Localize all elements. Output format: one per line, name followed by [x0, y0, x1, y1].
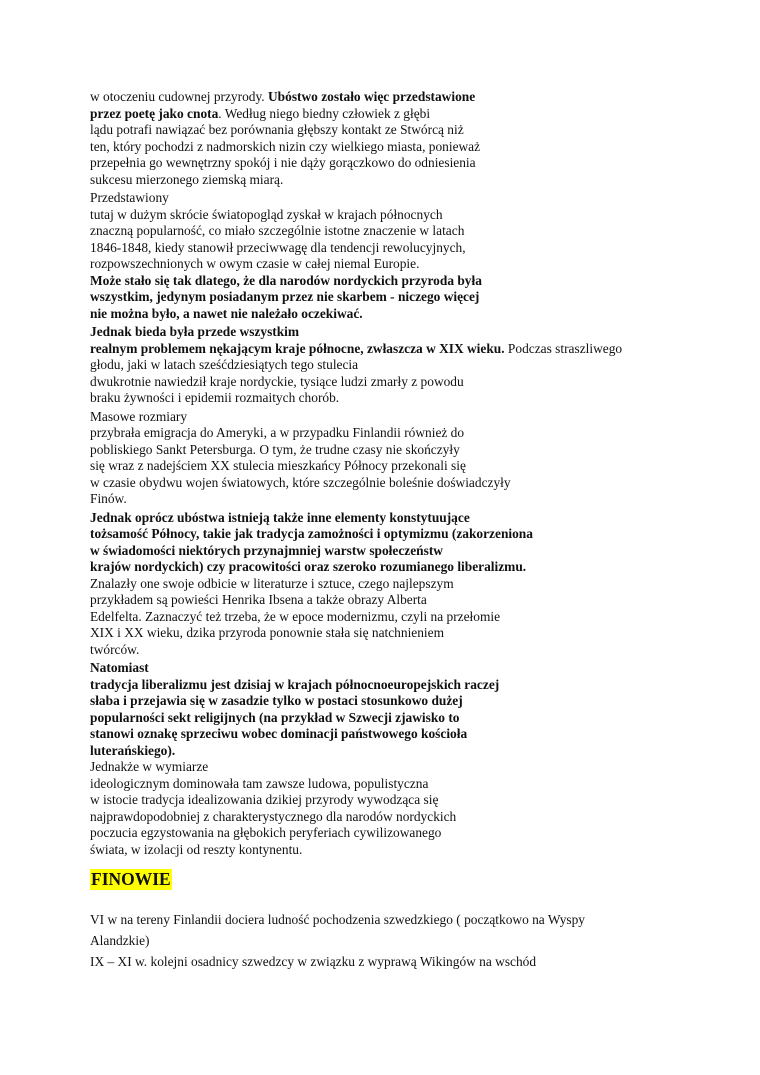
text-run: ten, który pochodzi z nadmorskich nizin czy wielkiego miasta, ponieważ [90, 138, 481, 154]
text-line [90, 207, 710, 224]
text-line: VI w na tereny Finlandii dociera ludność pochodzenia szwedzkiego ( początkowo na Wyspy [90, 912, 585, 927]
text-run: przepełnia go wewnętrzny spokój i nie dąży gorączkowo do odniesienia [90, 155, 476, 170]
text-run: pobliskiego Sankt Petersburga. O tym, że trudne czasy nie skończyły [90, 441, 460, 457]
text-line [90, 409, 710, 426]
text-line [90, 223, 710, 240]
text-run: Masowe rozmiary [90, 408, 188, 424]
text-line [90, 642, 710, 659]
bold-text: krajów nordyckich) czy pracowitości oraz szeroko rozumianego liberalizmu. [90, 559, 527, 574]
text-line [90, 341, 710, 358]
text-line [90, 442, 710, 459]
bold-text: stanowi oznakę sprzeciwu wobec dominacji państwowego kościoła [90, 726, 468, 741]
text-run: twórców. [90, 641, 140, 657]
text-line [90, 625, 710, 642]
text-line [90, 510, 710, 527]
bold-text: Jednak bieda była przede wszystkim [90, 324, 300, 339]
text-run: się wraz z nadejściem XX stulecia mieszkańcy Północy przekonali się [90, 458, 466, 473]
text-line [90, 122, 710, 139]
text-run: najprawdopodobniej z charakterystycznego dla narodów nordyckich [90, 808, 457, 824]
text-line [90, 306, 710, 323]
text-run: rozpowszechnionych w owym czasie w całej niemal Europie. [90, 256, 420, 271]
text-line: Alandzkie) [90, 933, 150, 948]
text-run: poczucia egzystowania na głębokich peryferiach cywilizowanego [90, 825, 442, 840]
text-run: znaczną popularność, co miało szczególnie istotne znaczenie w latach [90, 223, 465, 238]
text-line [90, 710, 710, 727]
section-text [90, 909, 710, 972]
text-line [90, 89, 710, 106]
text-line [90, 726, 710, 743]
text-run: Podczas straszliwego [504, 340, 623, 356]
body-text [90, 89, 710, 858]
text-run: tutaj w dużym skrócie światopogląd zyskał w krajach północnych [90, 206, 443, 222]
bold-text: tradycja liberalizmu jest dzisiaj w krajach północnoeuropejskich raczej [90, 676, 500, 692]
text-run: XIX i XX wieku, dzika przyroda ponownie stała się natchnieniem [90, 625, 445, 640]
text-line [90, 458, 710, 475]
text-line [90, 660, 710, 677]
text-line [90, 491, 710, 508]
text-run: braku żywności i epidemii rozmaitych chorób. [90, 390, 340, 405]
text-line [90, 273, 710, 290]
text-line [90, 543, 710, 560]
text-line [90, 172, 710, 189]
text-line [90, 842, 710, 859]
text-run: przybrała emigracja do Ameryki, a w przypadku Finlandii również do [90, 425, 465, 440]
bold-text: luterańskiego). [90, 742, 176, 758]
bold-text: tożsamość Północy, takie jak tradycja zamożności i optymizmu (zakorzeniona [90, 526, 533, 541]
bold-text: Jednak oprócz ubóstwa istnieją także inne elementy konstytuujące [90, 509, 470, 525]
text-line [90, 526, 710, 543]
text-line: IX – XI w. kolejni osadnicy szwedzcy w związku z wyprawą Wikingów na wschód [90, 954, 537, 969]
text-run: przykładem są powieści Henrika Ibsena a także obrazy Alberta [90, 592, 427, 607]
text-line [90, 759, 710, 776]
text-line [90, 289, 710, 306]
text-run: Jednakże w wymiarze [90, 759, 209, 774]
bold-text: Może stało się tak dlatego, że dla narodów nordyckich przyroda była [90, 272, 482, 288]
bold-text: Ubóstwo zostało więc przedstawione [268, 89, 476, 104]
text-run: Przedstawiony [90, 190, 169, 205]
text-run: dwukrotnie nawiedził kraje nordyckie, tysiące ludzi zmarły z powodu [90, 373, 464, 389]
text-line [90, 576, 710, 593]
text-run: Edelfelta. Zaznaczyć też trzeba, że w epoce modernizmu, czyli na przełomie [90, 608, 501, 624]
bold-text: przez poetę jako cnota [90, 105, 219, 121]
text-line [90, 357, 710, 374]
text-run: głodu, jaki w latach sześćdziesiątych tego stulecia [90, 357, 359, 372]
text-line [90, 374, 710, 391]
text-run: . Według niego biedny człowiek z głębi [218, 105, 431, 121]
bold-text: Natomiast [90, 660, 149, 675]
text-line [90, 693, 710, 710]
text-line [90, 792, 710, 809]
text-line [90, 743, 710, 760]
text-line [90, 425, 710, 442]
text-line [90, 390, 710, 407]
text-run: w istocie tradycja idealizowania dzikiej przyrody wywodząca się [90, 792, 439, 807]
section-heading: FINOWIE [91, 869, 171, 889]
bold-text: wszystkim, jedynym posiadanym przez nie skarbem - niczego więcej [90, 289, 480, 304]
text-run: Znalazły one swoje odbicie w literaturze i sztuce, czego najlepszym [90, 575, 454, 591]
text-line [90, 139, 710, 156]
text-line [90, 592, 710, 609]
bold-text: nie można było, a nawet nie należało oczekiwać. [90, 305, 363, 321]
text-line [90, 106, 710, 123]
text-run: w czasie obydwu wojen światowych, które szczególnie boleśnie doświadczyły [90, 474, 511, 490]
text-line [90, 559, 710, 576]
text-run: lądu potrafi nawiązać bez porównania głębszy kontakt ze Stwórcą niż [90, 122, 464, 137]
text-line [90, 324, 710, 341]
text-line [90, 776, 710, 793]
text-line [90, 240, 710, 257]
text-line [90, 256, 710, 273]
text-line [90, 825, 710, 842]
text-run: ideologicznym dominowała tam zawsze ludowa, populistyczna [90, 775, 429, 791]
text-line [90, 609, 710, 626]
text-run: sukcesu mierzonego ziemską miarą. [90, 171, 284, 187]
text-line [90, 155, 710, 172]
text-line [90, 190, 710, 207]
text-line [90, 677, 710, 694]
text-run: świata, w izolacji od reszty kontynentu. [90, 841, 303, 857]
bold-text: realnym problemem nękającym kraje północne, zwłaszcza w XIX wieku. [90, 340, 505, 356]
bold-text: popularności sekt religijnych (na przykład w Szwecji zjawisko to [90, 709, 460, 725]
text-line [90, 809, 710, 826]
text-run: w otoczeniu cudownej przyrody. [90, 89, 268, 104]
text-line [90, 475, 710, 492]
bold-text: słaba i przejawia się w zasadzie tylko w postaci stosunkowo dużej [90, 693, 463, 708]
bold-text: w świadomości niektórych przynajmniej warstw społeczeństw [90, 542, 443, 558]
text-run: Finów. [90, 491, 127, 506]
text-run: 1846-1848, kiedy stanowił przeciwwagę dla tendencji rewolucyjnych, [90, 239, 466, 255]
